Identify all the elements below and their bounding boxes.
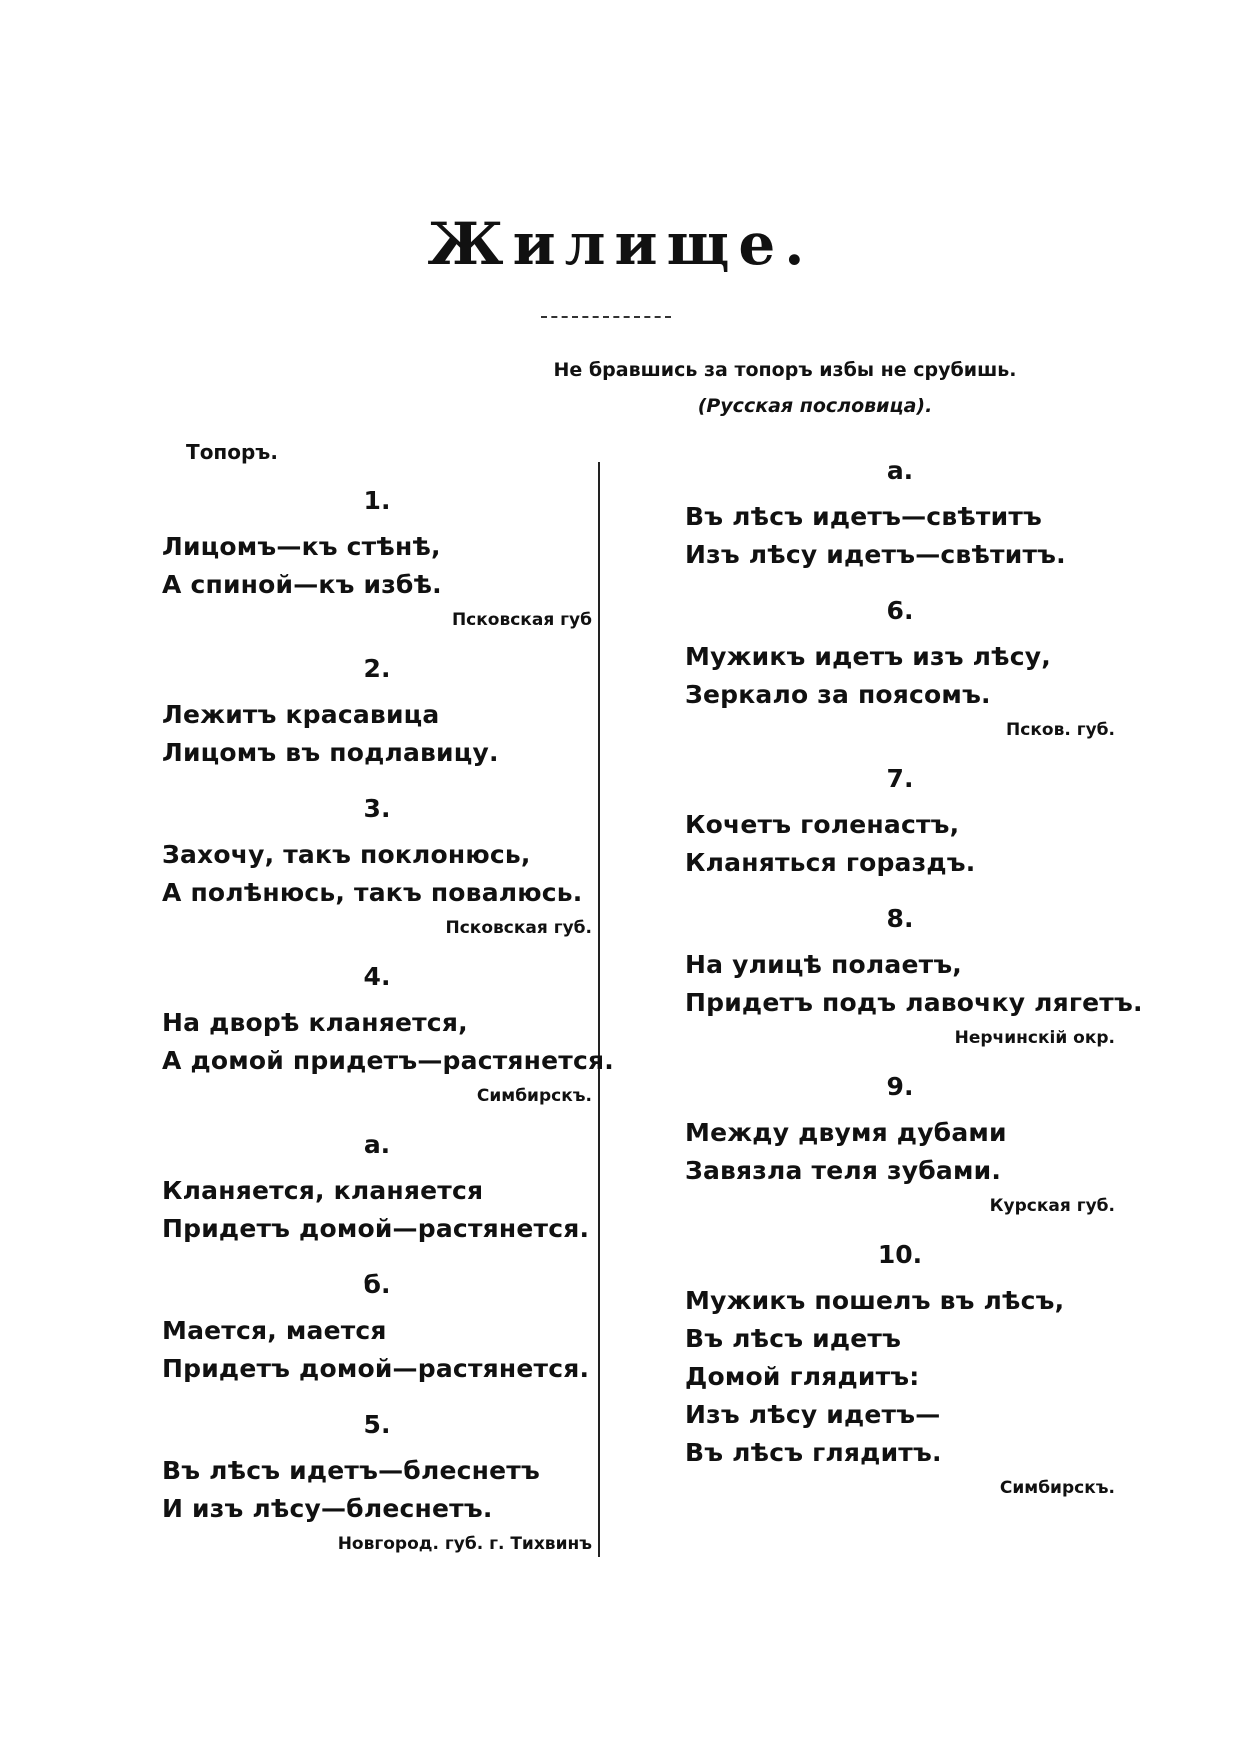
riddle-number: 9. <box>886 1072 914 1101</box>
riddle-line: Мужикъ пошелъ въ лѣсъ, <box>685 1286 1065 1315</box>
riddle-block <box>685 904 1143 1072</box>
riddle-line: Придетъ домой—растянется. <box>162 1354 590 1383</box>
riddle-source-place: Курская губ. <box>989 1196 1115 1216</box>
riddle-line: На улицѣ полаетъ, <box>685 950 963 979</box>
riddle-line: Придетъ домой—растянется. <box>162 1214 590 1243</box>
riddle-line: А спиной—къ избѣ. <box>162 570 442 599</box>
riddle-line: Захочу, такъ поклонюсь, <box>162 840 531 869</box>
riddle-line: Кланяться гораздъ. <box>685 848 976 877</box>
riddle-line: Изъ лѣсу идетъ—свѣтитъ. <box>685 540 1066 569</box>
riddle-block <box>685 596 1115 764</box>
section-heading: Топоръ. <box>186 440 278 464</box>
riddle-number: 4. <box>363 962 391 991</box>
riddle-number: 7. <box>886 764 914 793</box>
riddle-block <box>685 1072 1115 1240</box>
riddle-block <box>162 1270 592 1410</box>
riddle-line: А полѣнюсь, такъ повалюсь. <box>162 878 583 907</box>
riddle-line: Зеркало за поясомъ. <box>685 680 991 709</box>
riddle-block <box>685 1240 1115 1522</box>
riddle-number: 3. <box>363 794 391 823</box>
riddle-line: Мужикъ идетъ изъ лѣсу, <box>685 642 1051 671</box>
riddle-number: 1. <box>363 486 391 515</box>
riddle-block <box>162 486 592 654</box>
riddle-source-place: Псковская губ <box>451 610 592 630</box>
riddle-block <box>685 456 1115 596</box>
riddle-line: Домой глядитъ: <box>685 1362 920 1391</box>
riddle-block <box>685 764 1115 904</box>
epigraph-text: Не бравшись за топоръ избы не срубишь. <box>553 359 1017 381</box>
column-divider <box>598 462 600 1557</box>
riddle-block <box>162 962 614 1130</box>
riddle-source-place: Симбирскъ. <box>476 1086 592 1106</box>
riddle-line: Лицомъ—къ стѣнѣ, <box>162 532 441 561</box>
riddle-line: Лежитъ красавица <box>162 700 440 729</box>
epigraph <box>520 352 1050 424</box>
riddle-source-place: Симбирскъ. <box>999 1478 1115 1498</box>
right-column <box>685 456 1143 1522</box>
left-riddles <box>162 486 614 1578</box>
riddle-line: Между двумя дубами <box>685 1118 1007 1147</box>
riddle-block <box>162 1410 592 1578</box>
riddle-line: Кланяется, кланяется <box>162 1176 484 1205</box>
riddle-number: 8. <box>886 904 914 933</box>
riddle-block <box>162 1130 592 1270</box>
riddle-line: А домой придетъ—растянется. <box>162 1046 614 1075</box>
riddle-line: Завязла теля зубами. <box>685 1156 1002 1185</box>
page-title: Жилище. <box>427 210 814 278</box>
riddle-number: 5. <box>363 1410 391 1439</box>
riddle-number: 10. <box>877 1240 923 1269</box>
riddle-line: Кочетъ голенастъ, <box>685 810 960 839</box>
riddle-line: И изъ лѣсу—блеснетъ. <box>162 1494 493 1523</box>
riddle-line: Въ лѣсъ идетъ—блеснетъ <box>162 1456 540 1485</box>
riddle-source-place: Нерчинскій окр. <box>954 1028 1115 1048</box>
riddle-number: 6. <box>886 596 914 625</box>
right-riddles <box>685 456 1143 1522</box>
riddle-line: Въ лѣсъ идетъ <box>685 1324 902 1353</box>
riddle-number: б. <box>363 1270 391 1299</box>
riddle-line: Въ лѣсъ глядитъ. <box>685 1438 942 1467</box>
left-column <box>162 440 614 1578</box>
riddle-line: Лицомъ въ подлавицу. <box>162 738 499 767</box>
riddle-line: Въ лѣсъ идетъ—свѣтитъ <box>685 502 1043 531</box>
riddle-line: Придетъ подъ лавочку лягетъ. <box>685 988 1143 1017</box>
title-rule <box>541 316 671 318</box>
riddle-block <box>162 654 592 794</box>
riddle-number: а. <box>886 456 914 485</box>
riddle-number: 2. <box>363 654 391 683</box>
riddle-source-place: Новгород. губ. г. Тихвинъ <box>337 1534 592 1554</box>
riddle-line: Изъ лѣсу идетъ— <box>685 1400 941 1429</box>
riddle-number: а. <box>363 1130 391 1159</box>
riddle-block <box>162 794 592 962</box>
riddle-source-place: Псковская губ. <box>445 918 592 938</box>
riddle-line: На дворѣ кланяется, <box>162 1008 468 1037</box>
riddle-source-place: Псков. губ. <box>1006 720 1115 740</box>
riddle-line: Мается, мается <box>162 1316 387 1345</box>
epigraph-source: (Русская пословица). <box>697 395 933 417</box>
